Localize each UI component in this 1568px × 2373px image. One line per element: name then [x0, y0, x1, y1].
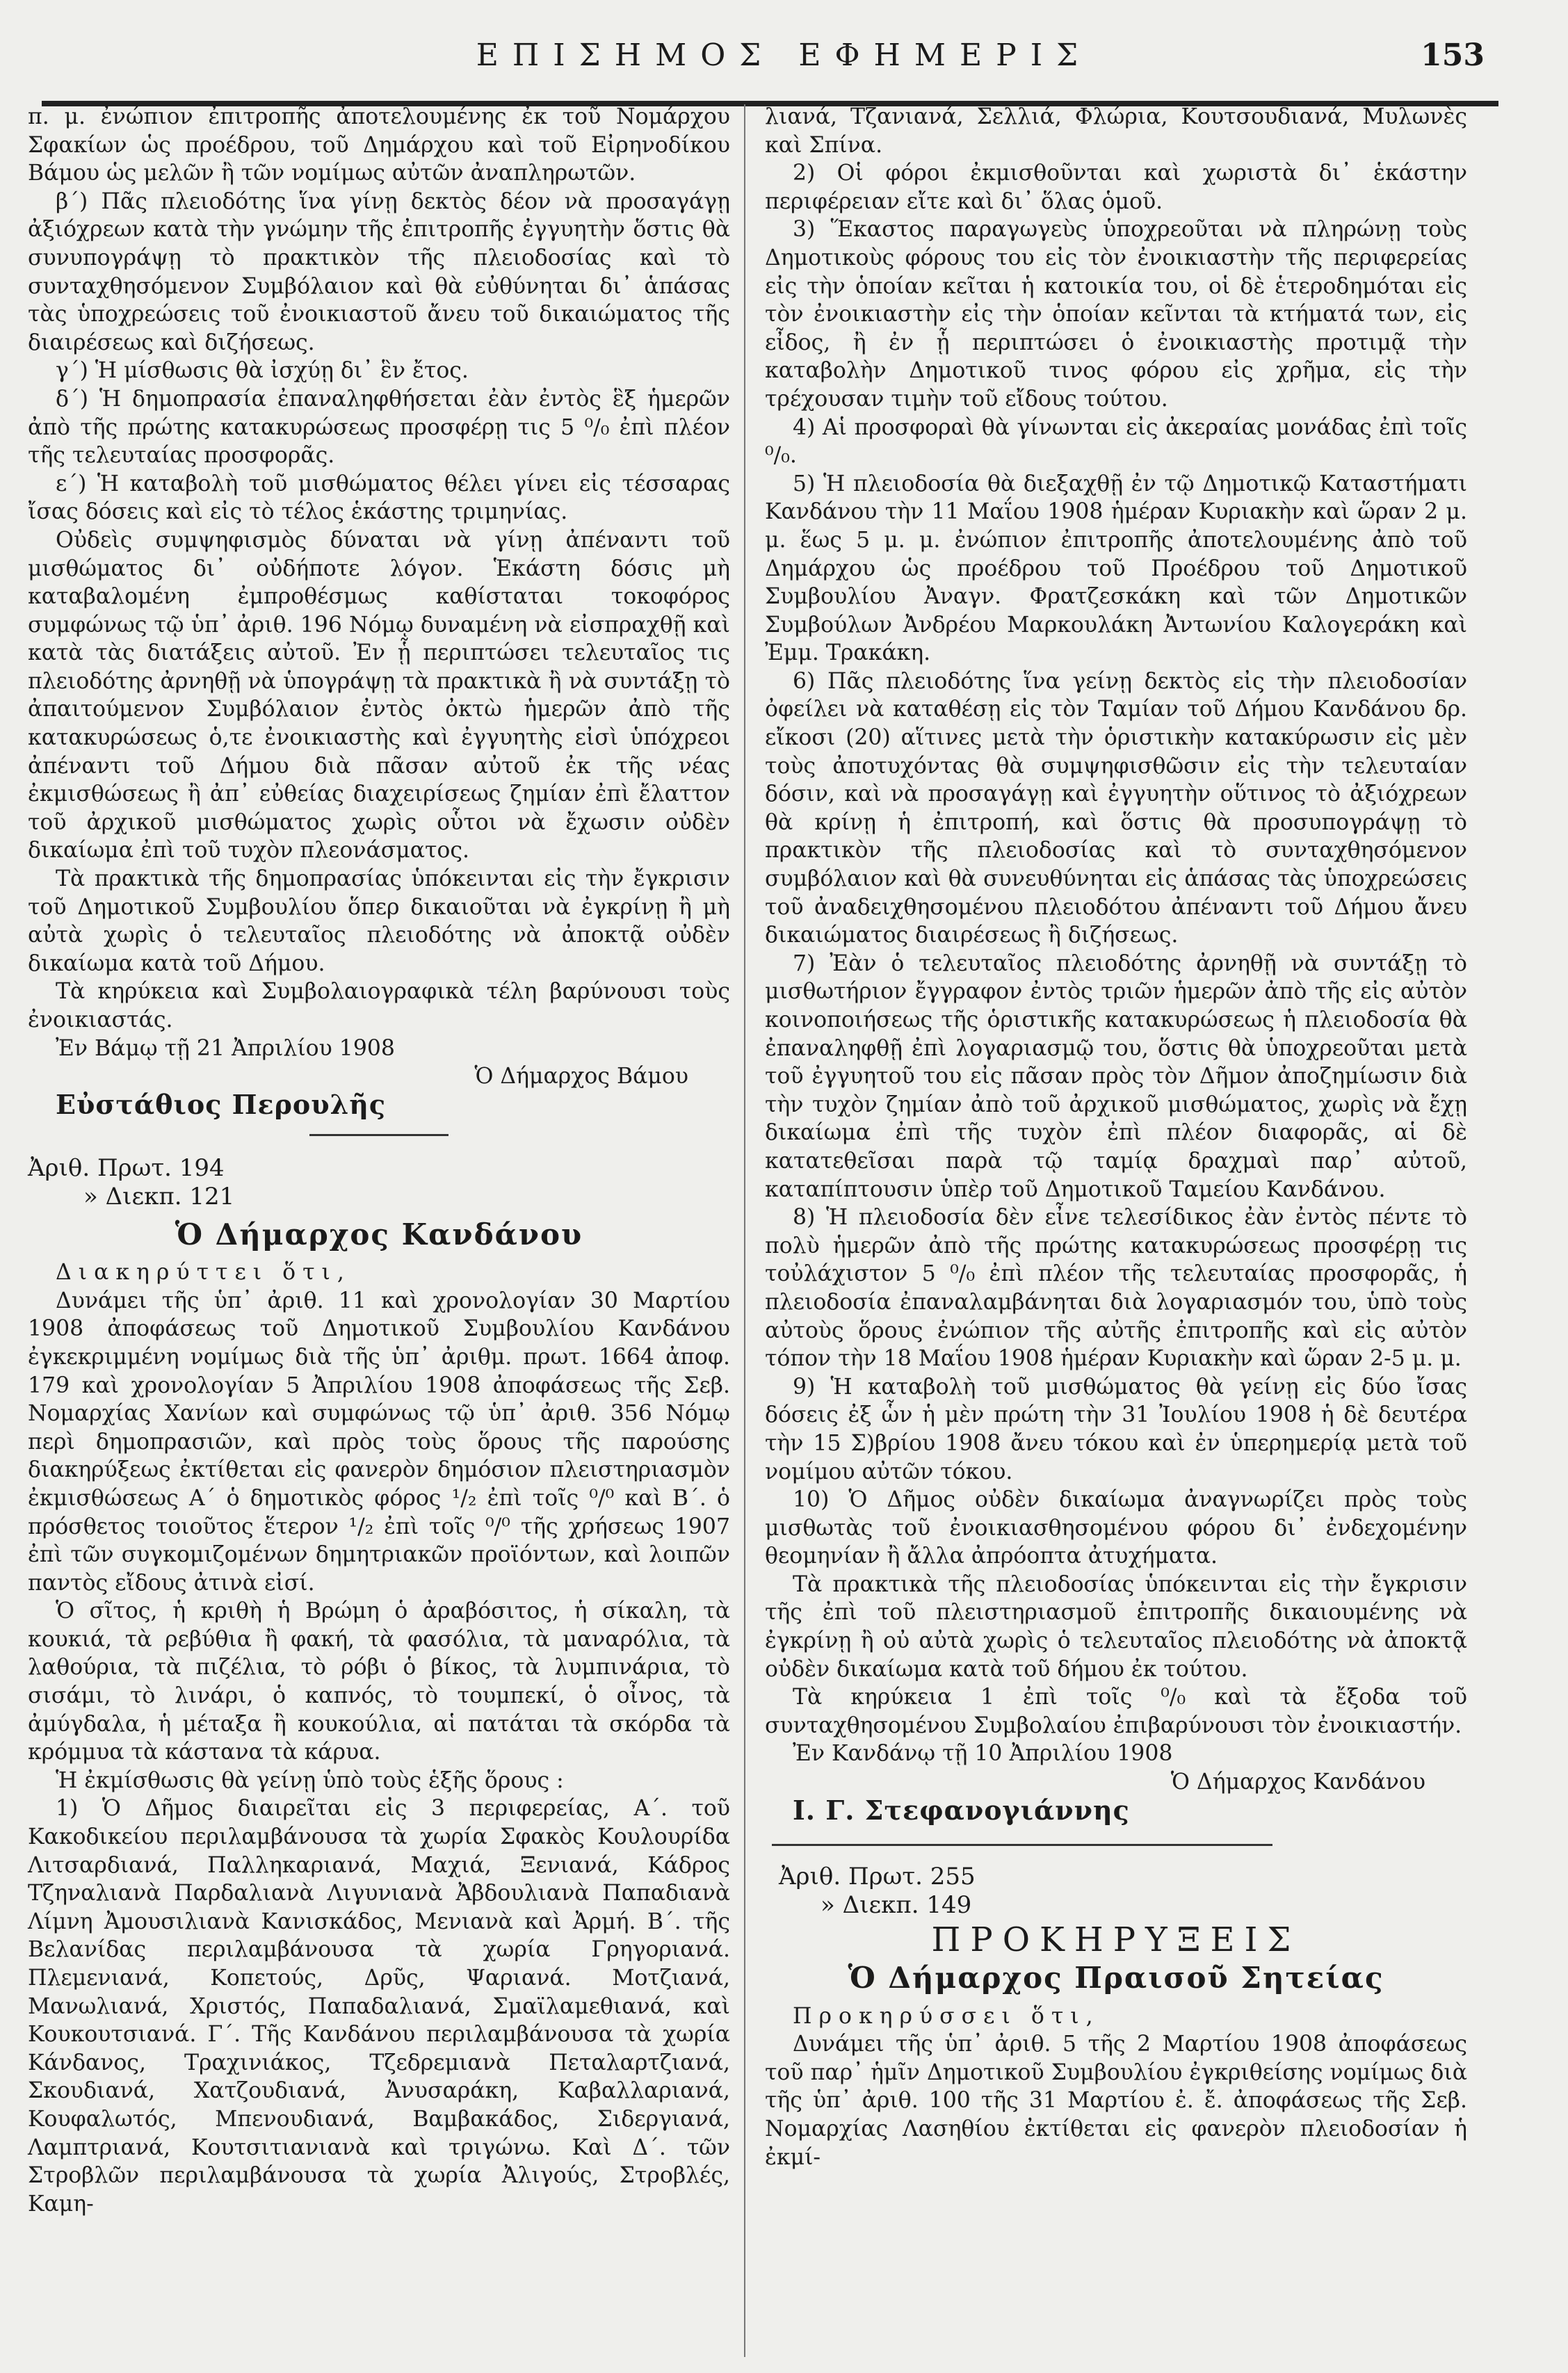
page-number: 153 [1421, 38, 1485, 73]
paragraph: π. μ. ἐνώπιον ἐπιτροπῆς ἀποτελουμένης ἐκ τοῦ Νομάρχου Σφακίων ὡς προέδρου, τοῦ Δημάρχου καὶ τοῦ Εἰρηνοδίκου Βάμου ὡς μελῶν ἢ τῶν νομίμως αὐτῶν ἀναπληρωτῶν. [28, 104, 730, 186]
notice-heading: Ὁ Δήμαρχος Κανδάνου [175, 1217, 583, 1252]
paragraph: 4) Αἱ προσφοραὶ θὰ γίνωνται εἰς ἀκεραίας μονάδας ἐπὶ τοῖς ⁰/₀. [765, 414, 1467, 469]
paragraph: Δυνάμει τῆς ὑπ᾽ ἀριθ. 5 τῆς 2 Μαρτίου 1908 ἀποφάσεως τοῦ παρ᾽ ἡμῖν Δημοτικοῦ Συμβουλίου ἐγκριθείσης νομίμως διὰ τῆς ὑπ᾽ ἀριθ. 100 τῆς 31 Μαρτίου ἐ. ἔ. ἀποφάσεως τῆς Σεβ. Νομαρχίας Λασηθίου ἐκτίθεται εἰς φανερὸν πλειοδοσίαν ἡ ἐκμί- [765, 2032, 1467, 2170]
signature-title: Ὁ Δήμαρχος Βάμου [474, 1064, 688, 1090]
left-column [28, 103, 730, 2218]
newspaper-title: ΕΠΙΣΗΜΟΣ ΕΦΗΜΕΡΙΣ [476, 38, 1092, 73]
signature-name: Ι. Γ. Στεφανογιάννης [793, 1794, 1130, 1826]
paragraph: β´) Πᾶς πλειοδότης ἵνα γίνῃ δεκτὸς δέον νὰ προσαγάγῃ ἀξιόχρεων κατὰ τὴν γνώμην τῆς ἐπιτροπῆς ἐγγυητὴν ὅστις θὰ συνυπογράψῃ τὸ πρακτικὸν τῆς πλειοδοσίας καὶ τὸ συνταχθησόμενον Συμβόλαιον καὶ θὰ εὐθύνηται δι᾽ ἁπάσας τὰς ὑποχρεώσεις τοῦ ἐνοικιαστοῦ ἄνευ τοῦ δικαιώματος τῆς διαιρέσεως καὶ διζήσεως. [28, 188, 730, 355]
paragraph: 9) Ἡ καταβολὴ τοῦ μισθώματος θὰ γείνῃ εἰς δύο ἴσας δόσεις ἐξ ὧν ἡ μὲν πρώτη τὴν 31 Ἰουλίου 1908 ἡ δὲ δευτέρα τὴν 15 Σ)βρίου 1908 ἄνευ τόκου καὶ ἐν ὑπερημερίᾳ μετὰ τοῦ νομίμου αὐτῶν τόκου. [765, 1374, 1467, 1484]
separator [309, 1134, 448, 1136]
paragraph: Τὰ κηρύκεια 1 ἐπὶ τοῖς ⁰/₀ καὶ τὰ ἔξοδα τοῦ συνταχθησομένου Συμβολαίου ἐπιβαρύνουσι τὸν ἐνοικιαστήν. [765, 1685, 1467, 1738]
paragraph: 5) Ἡ πλειοδοσία θὰ διεξαχθῇ ἐν τῷ Δημοτικῷ Καταστήματι Κανδάνου τὴν 11 Μαΐου 1908 ἡμέραν Κυριακὴν καὶ ὥραν 2 μ. μ. ἕως 5 μ. μ. ἐνώπιον ἐπιτροπῆς ἀποτελουμένης ἀπὸ τοῦ Δημάρχου ὡς προέδρου τοῦ Προέδρου τοῦ Δημοτικοῦ Συμβουλίου Ἀναγν. Φρατζεσκάκη καὶ τῶν Δημοτικῶν Συμβούλων Ἀνδρέου Μαρκουλάκη Ἀντωνίου Καλογεράκη καὶ Ἐμμ. Τρακάκη. [765, 471, 1467, 666]
paragraph: 10) Ὁ Δῆμος οὐδὲν δικαίωμα ἀναγνωρίζει πρὸς τοὺς μισθωτὰς τοῦ ἐνοικιασθησομένου φόρου δι᾽ ἐνδεχομένην θεομηνίαν ἢ ἄλλα ἀπρόοπτα ἀτυχήματα. [765, 1487, 1467, 1569]
paragraph: δ´) Ἡ δημοπρασία ἐπαναληφθήσεται ἐὰν ἐντὸς ἓξ ἡμερῶν ἀπὸ τῆς πρώτης κατακυρώσεως προσφέρῃ τις 5 ⁰/₀ ἐπὶ πλέον τῆς τελευταίας προσφορᾶς. [28, 386, 730, 469]
paragraph: λιανά, Τζανιανά, Σελλιά, Φλώρια, Κουτσουδιανά, Μυλωνὲς καὶ Σπίνα. [765, 104, 1467, 158]
declares-line: Διακηρύττει ὅτι, [56, 1260, 351, 1286]
paragraph: Δυνάμει τῆς ὑπ᾽ ἀριθ. 11 καὶ χρονολογίαν 30 Μαρτίου 1908 ἀποφάσεως τοῦ Δημοτικοῦ Συμβουλίου Κανδάνου ἐγκεκριμμένη νομίμως διὰ τῆς ὑπ᾽ ἀριθμ. πρωτ. 1664 ἀποφ. 179 καὶ χρονολογίαν 5 Ἀπριλίου 1908 ἀποφάσεως τῆς Σεβ. Νομαρχίας Χανίων καὶ συμφώνως τῷ ὑπ᾽ ἀριθ. 356 Νόμῳ περὶ δημοπρασιῶν, καὶ πρὸς τοὺς ὅρους τῆς παρούσης διακηρύξεως ἐκτίθεται εἰς φανερὸν δημόσιον πλειστηριασμὸν ἐκμισθώσεως Α´ ὁ δημοτικὸς φόρος ¹/₂ ἐπὶ τοῖς ⁰/⁰ καὶ Β´. ὁ πρόσθετος τοιοῦτος ἕτερον ¹/₂ ἐπὶ τοῖς ⁰/⁰ τῆς χρήσεως 1907 ἐπὶ τῶν συγκομιζομένων δημητριακῶν προϊόντων, καὶ λοιπῶν παντὸς εἴδους ἀτινὰ εἰσί. [28, 1288, 730, 1596]
paragraph: 8) Ἡ πλειοδοσία δὲν εἶνε τελεσίδικος ἐὰν ἐντὸς πέντε τὸ πολὺ ἡμερῶν ἀπὸ τῆς πρώτης κατακυρώσεως προσφέρῃ τις τοὐλάχιστον 5 ⁰/₀ ἐπὶ πλέον τῆς τελευταίας προσφορᾶς, ἡ πλειοδοσία ἐπαναλαμβάνηται διὰ λογαριασμόν του, ὑπὸ τοὺς αὐτοὺς ὅρους ἐνώπιον τῆς αὐτῆς ἐπιτροπῆς καὶ εἰς αὐτὸν τόπον τὴν 18 Μαΐου 1908 ἡμέραν Κυριακὴν καὶ ὥραν 2-5 μ. μ. [765, 1205, 1467, 1372]
paragraph: Οὐδεὶς συμψηφισμὸς δύναται νὰ γίνῃ ἀπέναντι τοῦ μισθώματος δι᾽ οὐδήποτε λόγον. Ἑκάστη δόσις μὴ καταβαλομένη ἐμπροθέσμως καθίσταται τοκοφόρος συμφώνως τῷ ὑπ᾽ ἀριθ. 196 Νόμῳ δυναμένη νὰ εἰσπραχθῇ καὶ κατὰ τὰς διατάξεις αὐτοῦ. Ἐν ᾗ περιπτώσει τελευταῖος τις πλειοδότης ἀρνηθῇ νὰ ὑπογράψῃ τὰ πρακτικὰ ἢ νὰ συντάξῃ τὸ ἀπαιτούμενον Συμβόλαιον ἐντὸς ὀκτὼ ἡμερῶν ἀπὸ τῆς κατακυρώσεως ὁ,τε ἐνοικιαστὴς καὶ ἐγγυητὴς εἰσὶ ὑπόχρεοι ἀπέναντι τοῦ Δήμου διὰ πᾶσαν αὐτοῦ ἐκ τῆς νέας ἐκμισθώσεως ἢ ἀπ᾽ εὐθείας διαχειρίσεως ζημίαν ἐπὶ ἔλαττον τοῦ ἀρχικοῦ μισθώματος χωρὶς οὗτοι νὰ ἔχωσιν οὐδὲν δικαίωμα ἐπὶ τοῦ τυχὸν πλεονάσματος. [28, 527, 730, 864]
page-header [0, 28, 1568, 90]
paragraph: ε´) Ἡ καταβολὴ τοῦ μισθώματος θέλει γίνει εἰς τέσσαρας ἴσας δόσεις καὶ εἰς τὸ τέλος ἑκάστης τριμηνίας. [28, 471, 730, 525]
notice-heading: Ὁ Δήμαρχος Πραισοῦ Σητείας [848, 1961, 1384, 1995]
date-line: Ἐν Κανδάνῳ τῇ 10 Ἀπριλίου 1908 [793, 1741, 1173, 1767]
paragraph: 2) Οἱ φόροι ἐκμισθοῦνται καὶ χωριστὰ δι᾽ ἑκάστην περιφέρειαν εἴτε καὶ δι᾽ ὅλας ὁμοῦ. [765, 161, 1467, 214]
paragraph: γ´) Ἡ μίσθωσις θὰ ἰσχύῃ δι᾽ ἓν ἔτος. [56, 358, 469, 384]
paragraph: 1) Ὁ Δῆμος διαιρεῖται εἰς 3 περιφερείας, Α´. τοῦ Κακοδικείου περιλαμβάνουσα τὰ χωρία Σφακὸς Κουλουρίδα Λιτσαρδιανά, Παλληκαριανά, Μαχιά, Ξενιανά, Κάδρος Τζηναλιανὰ Παρδαλιανὰ Λιγυνιανὰ Ἀβδουλιανὰ Παπαδιανὰ Λίμνη Ἀμουσιλιανὰ Κανισκάδος, Μενιανὰ καὶ Ἀρμή. Β´. τῆς Βελανίδας περιλαμβάνουσα τὰ χωρία Γρηγοριανά. Πλεμενιανά, Κοπετούς, Δρῦς, Ψαριανά. Μοτζιανά, Μανωλιανά, Χριστός, Παπαδαλιανά, Σμαϊλαμεθιανά, καὶ Κουκουτσιανά. Γ´. Τῆς Κανδάνου περιλαμβάνουσα τὰ χωρία Κάνδανος, Τραχινιάκος, Τζεδρεμιανὰ Πεταλαρτζιανά, Σκουδιανά, Χατζουδιανά, Ἀνυσαράκη, Καβαλλαριανά, Κουφαλωτός, Μπενουδιανά, Βαμβακάδος, Σιδεργιανά, Λαμπτριανά, Κουτσιτιανιανὰ καὶ τριγώνω. Καὶ Δ´. τῶν Στροβλῶν περιλαμβάνουσα τὰ χωρία Ἀλιγούς, Στροβλές, Καμη- [28, 1796, 730, 2217]
dispatch-number: » Διεκπ. 121 [83, 1182, 235, 1210]
right-column [765, 103, 1467, 2171]
paragraph: Τὰ πρακτικὰ τῆς δημοπρασίας ὑπόκεινται εἰς τὴν ἔγκρισιν τοῦ Δημοτικοῦ Συμβουλίου ὅπερ δικαιοῦται νὰ ἐγκρίνῃ ἢ μὴ αὐτὰ χωρὶς ὁ τελευταῖος πλειοδότης νὰ ἀποκτᾷ οὐδὲν δικαίωμα κατὰ τοῦ Δήμου. [28, 866, 730, 976]
signature-name: Εὐστάθιος Περουλῆς [56, 1088, 386, 1120]
signature-title: Ὁ Δήμαρχος Κανδάνου [1170, 1769, 1425, 1795]
date-line: Ἐν Βάμῳ τῇ 21 Ἀπριλίου 1908 [56, 1035, 395, 1061]
protocol-number: Ἀριθ. Πρωτ. 255 [779, 1863, 976, 1891]
paragraph: Ἡ ἐκμίσθωσις θὰ γείνῃ ὑπὸ τοὺς ἑξῆς ὅρους : [56, 1767, 564, 1793]
paragraph: 3) Ἕκαστος παραγωγεὺς ὑποχρεοῦται νὰ πληρώνῃ τοὺς Δημοτικοὺς φόρους του εἰς τὸν ἐνοικιαστὴν τῆς περιφερείας εἰς τὴν ὁποίαν κεῖται ἡ κατοικία του, οἱ δὲ ἑτεροδημόται εἰς τὸν ἐνοικιαστὴν εἰς τὴν ὁποίαν κεῖνται τὰ κτήματά των, εἰς εἶδος, ἢ ἐν ᾗ περιπτώσει ὁ ἐνοικιαστὴς προτιμᾷ τὴν καταβολὴν Δημοτικοῦ τινος φόρου εἰς χρῆμα, εἰς τὴν τρέχουσαν τιμὴν τοῦ εἴδους τούτου. [765, 217, 1467, 412]
paragraph: Ὁ σῖτος, ἡ κριθὴ ἡ Βρώμη ὁ ἀραβόσιτος, ἡ σίκαλη, τὰ κουκιά, τὰ ρεβύθια ἢ φακή, τὰ φασόλια, τὰ μαναρόλια, τὰ λαθούρια, τὰ πιζέλια, τὸ ρόβι ὁ βίκος, τὰ λυμπινάρια, τὸ σισάμι, τὸ λινάρι, ὁ καπνός, τὸ τουμπεκί, ὁ οἶνος, τὰ ἀμύγδαλα, ἡ μέταξα ἢ κουκούλια, αἱ πατάται τὰ σκόρδα τὰ κρόμμυα τὰ κάστανα τὰ κάρυα. [28, 1598, 730, 1765]
dispatch-number: » Διεκπ. 149 [821, 1890, 972, 1919]
paragraph: 7) Ἐὰν ὁ τελευταῖος πλειοδότης ἀρνηθῇ νὰ συντάξῃ τὸ μισθωτήριον ἔγγραφον ἐντὸς τριῶν ἡμερῶν ἀπὸ τῆς εἰς αὐτὸν κοινοποιήσεως τῆς ὁριστικῆς κατακυρώσεως ἡ πλειοδοσία θὰ ἐπαναληφθῇ ἐπὶ λογαριασμῷ του, ὅστις θὰ ὑποχρεοῦται μετὰ τοῦ ἐγγυητοῦ του εἰς πᾶσαν πρὸς τὸν Δῆμον ἀποζημίωσιν διὰ τὴν τυχὸν ζημίαν ἀπὸ τοῦ ἀρχικοῦ μισθώματος, χωρὶς νὰ ἔχῃ δικαίωμα ἐπὶ τῆς τυχὸν ἐπὶ πλέον διαφορᾶς, αἱ δὲ κατατεθεῖσαι παρὰ τῷ ταμίᾳ δραχμαὶ παρ᾽ αὐτοῦ, καταπίπτουσιν ὑπὲρ τοῦ Δημοτικοῦ Ταμείου Κανδάνου. [765, 950, 1467, 1202]
paragraph: Τὰ κηρύκεια καὶ Συμβολαιογραφικὰ τέλη βαρύνουσι τοὺς ἐνοικιαστάς. [28, 979, 730, 1032]
paragraph: 6) Πᾶς πλειοδότης ἵνα γείνῃ δεκτὸς εἰς τὴν πλειοδοσίαν ὀφείλει νὰ καταθέσῃ εἰς τὸν Ταμίαν τοῦ Δήμου Κανδάνου δρ. εἴκοσι (20) αἵτινες μετὰ τὴν ὁριστικὴν κατακύρωσιν εἰς μὲν τοὺς ἀποτυχόντας θὰ συμψηφισθῶσιν εἰς τὴν τελευταίαν δόσιν, καὶ νὰ προσαγάγῃ καὶ ἐγγυητὴν οὕτινος τὸ ἀξιόχρεων θὰ κρίνῃ ἡ ἐπιτροπή, καὶ ὅστις θὰ προσυπογράψῃ τὸ πρακτικὸν τῆς πλειοδοσίας καὶ τὸ συνταχθησόμενον συμβόλαιον καὶ θὰ συνευθύνηται εἰς ἁπάσας τὰς ὑποχρεώσεις τοῦ ἀναδειχθησομένου πλειοδότου ἀπέναντι τοῦ Δήμου ἄνευ δικαιώματος διαιρέσεως ἢ διζήσεως. [765, 668, 1467, 948]
column-divider [744, 104, 745, 2357]
protocol-number: Ἀριθ. Πρωτ. 194 [28, 1154, 225, 1183]
paragraph: Τὰ πρακτικὰ τῆς πλειοδοσίας ὑπόκεινται εἰς τὴν ἔγκρισιν τῆς ἐπὶ τοῦ πλειστηριασμοῦ ἐπιτροπῆς δικαιουμένης νὰ ἐγκρίνῃ ἢ οὐ αὐτὰ χωρὶς ὁ τελευταῖος πλειοδότης νὰ ἀποκτᾷ οὐδὲν δικαίωμα κατὰ τοῦ δήμου ἐκ τούτου. [765, 1571, 1467, 1682]
proclamations-title: ΠΡΟΚΗΡΥΞΕΙΣ [931, 1920, 1301, 1960]
separator [772, 1844, 1272, 1846]
proclaims-line: Προκηρύσσει ὅτι, [793, 2003, 1100, 2029]
